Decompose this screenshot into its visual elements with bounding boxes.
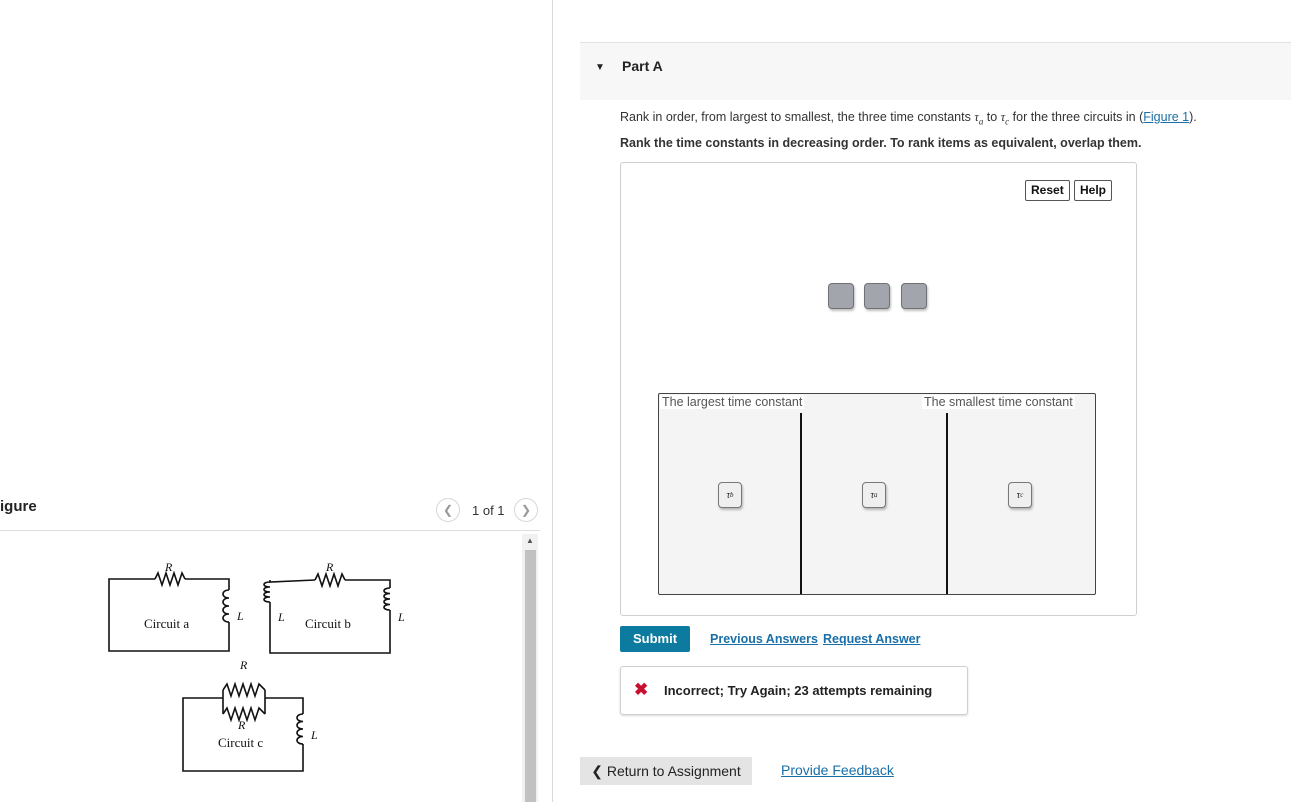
circuit-c-l-symbol: L (311, 728, 318, 742)
submit-button[interactable]: Submit (620, 626, 690, 652)
tile-sub: a (874, 491, 878, 499)
instruction-text: Rank the time constants in decreasing order. To rank items as equivalent, overlap them. (620, 136, 1142, 150)
circuit-a-label: Circuit a (144, 616, 190, 631)
circuit-b-label: Circuit b (305, 616, 351, 631)
circuit-c-label: Circuit c (218, 735, 264, 750)
tile-symbol: τ (870, 489, 875, 501)
circuit-c-resistor-top (223, 684, 265, 696)
rank-separator (946, 413, 948, 594)
circuit-a-wire (109, 579, 229, 651)
help-button[interactable]: Help (1074, 180, 1112, 201)
circuit-b-inductor-right (384, 588, 390, 610)
circuit-figure (100, 552, 420, 782)
empty-pool-slot (828, 283, 854, 309)
figure-pane (0, 0, 553, 802)
tile-symbol: τ (1016, 489, 1021, 501)
figure-title: igure (0, 498, 37, 515)
chevron-right-icon[interactable]: ❯ (514, 498, 538, 522)
tau-c-sub: c (1005, 116, 1010, 127)
question-text (620, 110, 1197, 127)
rank-separator (800, 413, 802, 594)
request-answer-link[interactable]: Request Answer (823, 632, 921, 646)
previous-answers-link[interactable]: Previous Answers (710, 632, 818, 646)
circuit-a-resistor (155, 573, 185, 585)
circuit-a-inductor (223, 590, 229, 622)
circuit-c-r-symbol-top: R (240, 658, 248, 672)
tile-symbol: τ (726, 489, 731, 501)
question-end: ). (1189, 110, 1197, 124)
circuit-b-inductor-left (264, 582, 270, 602)
figure-divider (0, 530, 540, 531)
question-suffix: for the three circuits in ( (1009, 110, 1144, 124)
circuit-c-r-symbol-bottom: R (238, 718, 246, 732)
chevron-left-icon: ❮ (591, 763, 607, 779)
chevron-left-icon[interactable]: ❮ (436, 498, 460, 522)
return-to-assignment-button[interactable] (580, 757, 752, 785)
figure-pagination: 1 of 1 (472, 503, 505, 518)
circuit-a-r-symbol: R (165, 560, 173, 574)
circuit-b-r-symbol: R (326, 560, 334, 574)
tile-tau-a[interactable] (862, 482, 886, 508)
tau-glyph: τ (1000, 110, 1006, 124)
circuit-a-l-symbol: L (237, 609, 244, 623)
tile-tau-c[interactable] (1008, 482, 1032, 508)
largest-label: The largest time constant (662, 395, 803, 409)
tau-glyph: τ (974, 110, 979, 124)
feedback-message: Incorrect; Try Again; 23 attempts remaining (664, 683, 933, 698)
reset-button[interactable]: Reset (1025, 180, 1070, 201)
scrollbar-thumb[interactable] (525, 550, 536, 802)
tau-c-symbol (1000, 110, 1010, 127)
question-prefix: Rank in order, from largest to smallest, the three time constants (620, 110, 975, 124)
pane-divider (552, 0, 553, 802)
return-label: Return to Assignment (606, 763, 741, 779)
part-header[interactable] (580, 42, 1291, 100)
circuit-b-l-symbol-right: L (398, 610, 405, 624)
circuit-b-l-symbol-left: L (278, 610, 285, 624)
circuit-c-inductor (297, 714, 303, 744)
x-icon: ✖ (634, 680, 649, 699)
figure-link[interactable]: Figure 1 (1143, 110, 1190, 124)
question-to: to (983, 110, 1001, 124)
scroll-up-icon[interactable]: ▲ (526, 536, 534, 545)
smallest-label: The smallest time constant (924, 395, 1073, 409)
tile-sub: c (1020, 491, 1024, 499)
part-title[interactable]: Part A (622, 58, 663, 74)
empty-pool-slot (864, 283, 890, 309)
caret-down-icon[interactable]: ▼ (595, 62, 605, 73)
tile-sub: b (730, 491, 734, 499)
tau-a-sub: a (978, 116, 984, 127)
empty-pool-slot (901, 283, 927, 309)
circuit-b-resistor (315, 574, 345, 586)
provide-feedback-link[interactable]: Provide Feedback (781, 762, 894, 778)
tile-tau-b[interactable] (718, 482, 742, 508)
tau-a-symbol (974, 110, 984, 127)
